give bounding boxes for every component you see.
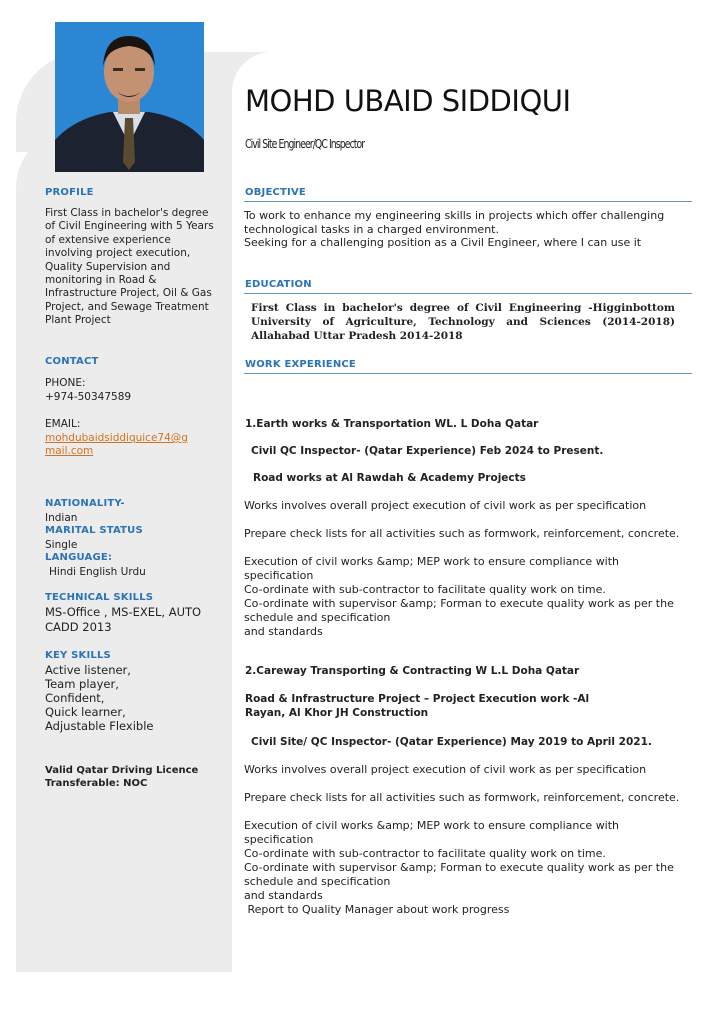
job1-company: 1.Earth works & Transportation WL. L Doha Qatar [245,418,539,430]
marital-heading: MARITAL STATUS [45,525,143,536]
profile-heading: PROFILE [45,187,94,198]
objective-heading: OBJECTIVE [245,187,306,198]
education-line: First Class in bachelor's degree of Civil Engineering -Higginbottom [251,302,675,314]
job2-duty: Co-ordinate with supervisor &amp; Forman to execute quality work as per the schedule and specification [244,861,674,888]
job2-company: 2.Careway Transporting & Contracting W L.L Doha Qatar [245,665,580,677]
job1-project: Road works at Al Rawdah & Academy Projects [253,472,526,484]
nationality-heading: NATIONALITY- [45,498,125,509]
technical-skills-heading: TECHNICAL SKILLS [45,592,154,603]
job2-duty: and standards [244,889,323,902]
job2-duty: Execution of civil works &amp; MEP work to ensure compliance with specification [244,819,620,846]
job1-duty: Works involves overall project execution of civil work as per specification [244,499,647,512]
objective-divider [244,201,692,202]
job1-duty: Co-ordinate with supervisor &amp; Forman to execute quality work as per the schedule and specification [244,597,674,624]
licence-transfer-line: Transferable: NOC [45,778,148,789]
key-skills-heading: KEY SKILLS [45,650,111,661]
job1-duty: Execution of civil works &amp; MEP work to ensure compliance with specification [244,555,620,582]
job1-duty: and standards [244,625,323,638]
key-skill-item: Confident, [45,691,105,705]
profile-text: First Class in bachelor's degree of Civil Engineering with 5 Years of extensive experience involving project execution, Quality Supervision and monitoring in Road & Infrastructure Project, Oil & Gas Project, and Sewage Treatment Plant Project [45,207,214,327]
work-divider [244,373,692,374]
language-value: Hindi English Urdu [49,566,146,578]
education-line: University of Agriculture, Technology and Sciences (2014-2018) [251,316,675,328]
phone-label: PHONE: [45,377,86,389]
phone-value: +974-50347589 [45,391,132,403]
email-label: EMAIL: [45,418,81,430]
job1-duty: Co-ordinate with sub-contractor to facilitate quality work on time. [244,583,606,596]
job2-duty: Prepare check lists for all activities such as formwork, reinforcement, concrete. [244,791,680,804]
key-skill-item: Team player, [45,677,119,691]
job2-role: Civil Site/ QC Inspector- (Qatar Experience) May 2019 to April 2021. [251,736,652,748]
work-experience-heading: WORK EXPERIENCE [245,359,356,370]
objective-text-2: Seeking for a challenging position as a Civil Engineer, where I can use it [244,236,642,249]
job2-project: Road & Infrastructure Project – Project Execution work -Al Rayan, Al Khor JH Construction [245,693,590,719]
job1-role: Civil QC Inspector- (Qatar Experience) Feb 2024 to Present. [251,445,604,457]
profile-photo [55,22,204,172]
contact-heading: CONTACT [45,356,99,367]
objective-text: To work to enhance my engineering skills in projects which offer challenging technological tasks in a charged environment. [244,209,665,236]
candidate-title: Civil Site Engineer/QC Inspector [245,137,365,151]
job2-duty: Co-ordinate with sub-contractor to facilitate quality work on time. [244,847,606,860]
language-heading: LANGUAGE: [45,552,113,563]
job2-duty: Report to Quality Manager about work progress [244,903,510,916]
education-line: Allahabad Uttar Pradesh 2014-2018 [251,330,463,342]
key-skill-item: Adjustable Flexible [45,719,154,733]
candidate-name: MOHD UBAID SIDDIQUI [245,84,571,118]
nationality-value: Indian [45,512,78,524]
job2-duty: Works involves overall project execution of civil work as per specification [244,763,647,776]
education-heading: EDUCATION [245,279,312,290]
education-text [251,301,675,343]
email-link[interactable]: mohdubaidsiddiquice74@gmail.com [45,432,188,458]
licence-line: Valid Qatar Driving Licence [45,765,199,776]
key-skill-item: Quick learner, [45,705,126,719]
technical-skills-value: MS-Office , MS-EXEL, AUTO CADD 2013 [45,605,202,634]
education-divider [244,293,692,294]
key-skill-item: Active listener, [45,663,131,677]
marital-value: Single [45,539,78,551]
job1-duty: Prepare check lists for all activities such as formwork, reinforcement, concrete. [244,527,680,540]
